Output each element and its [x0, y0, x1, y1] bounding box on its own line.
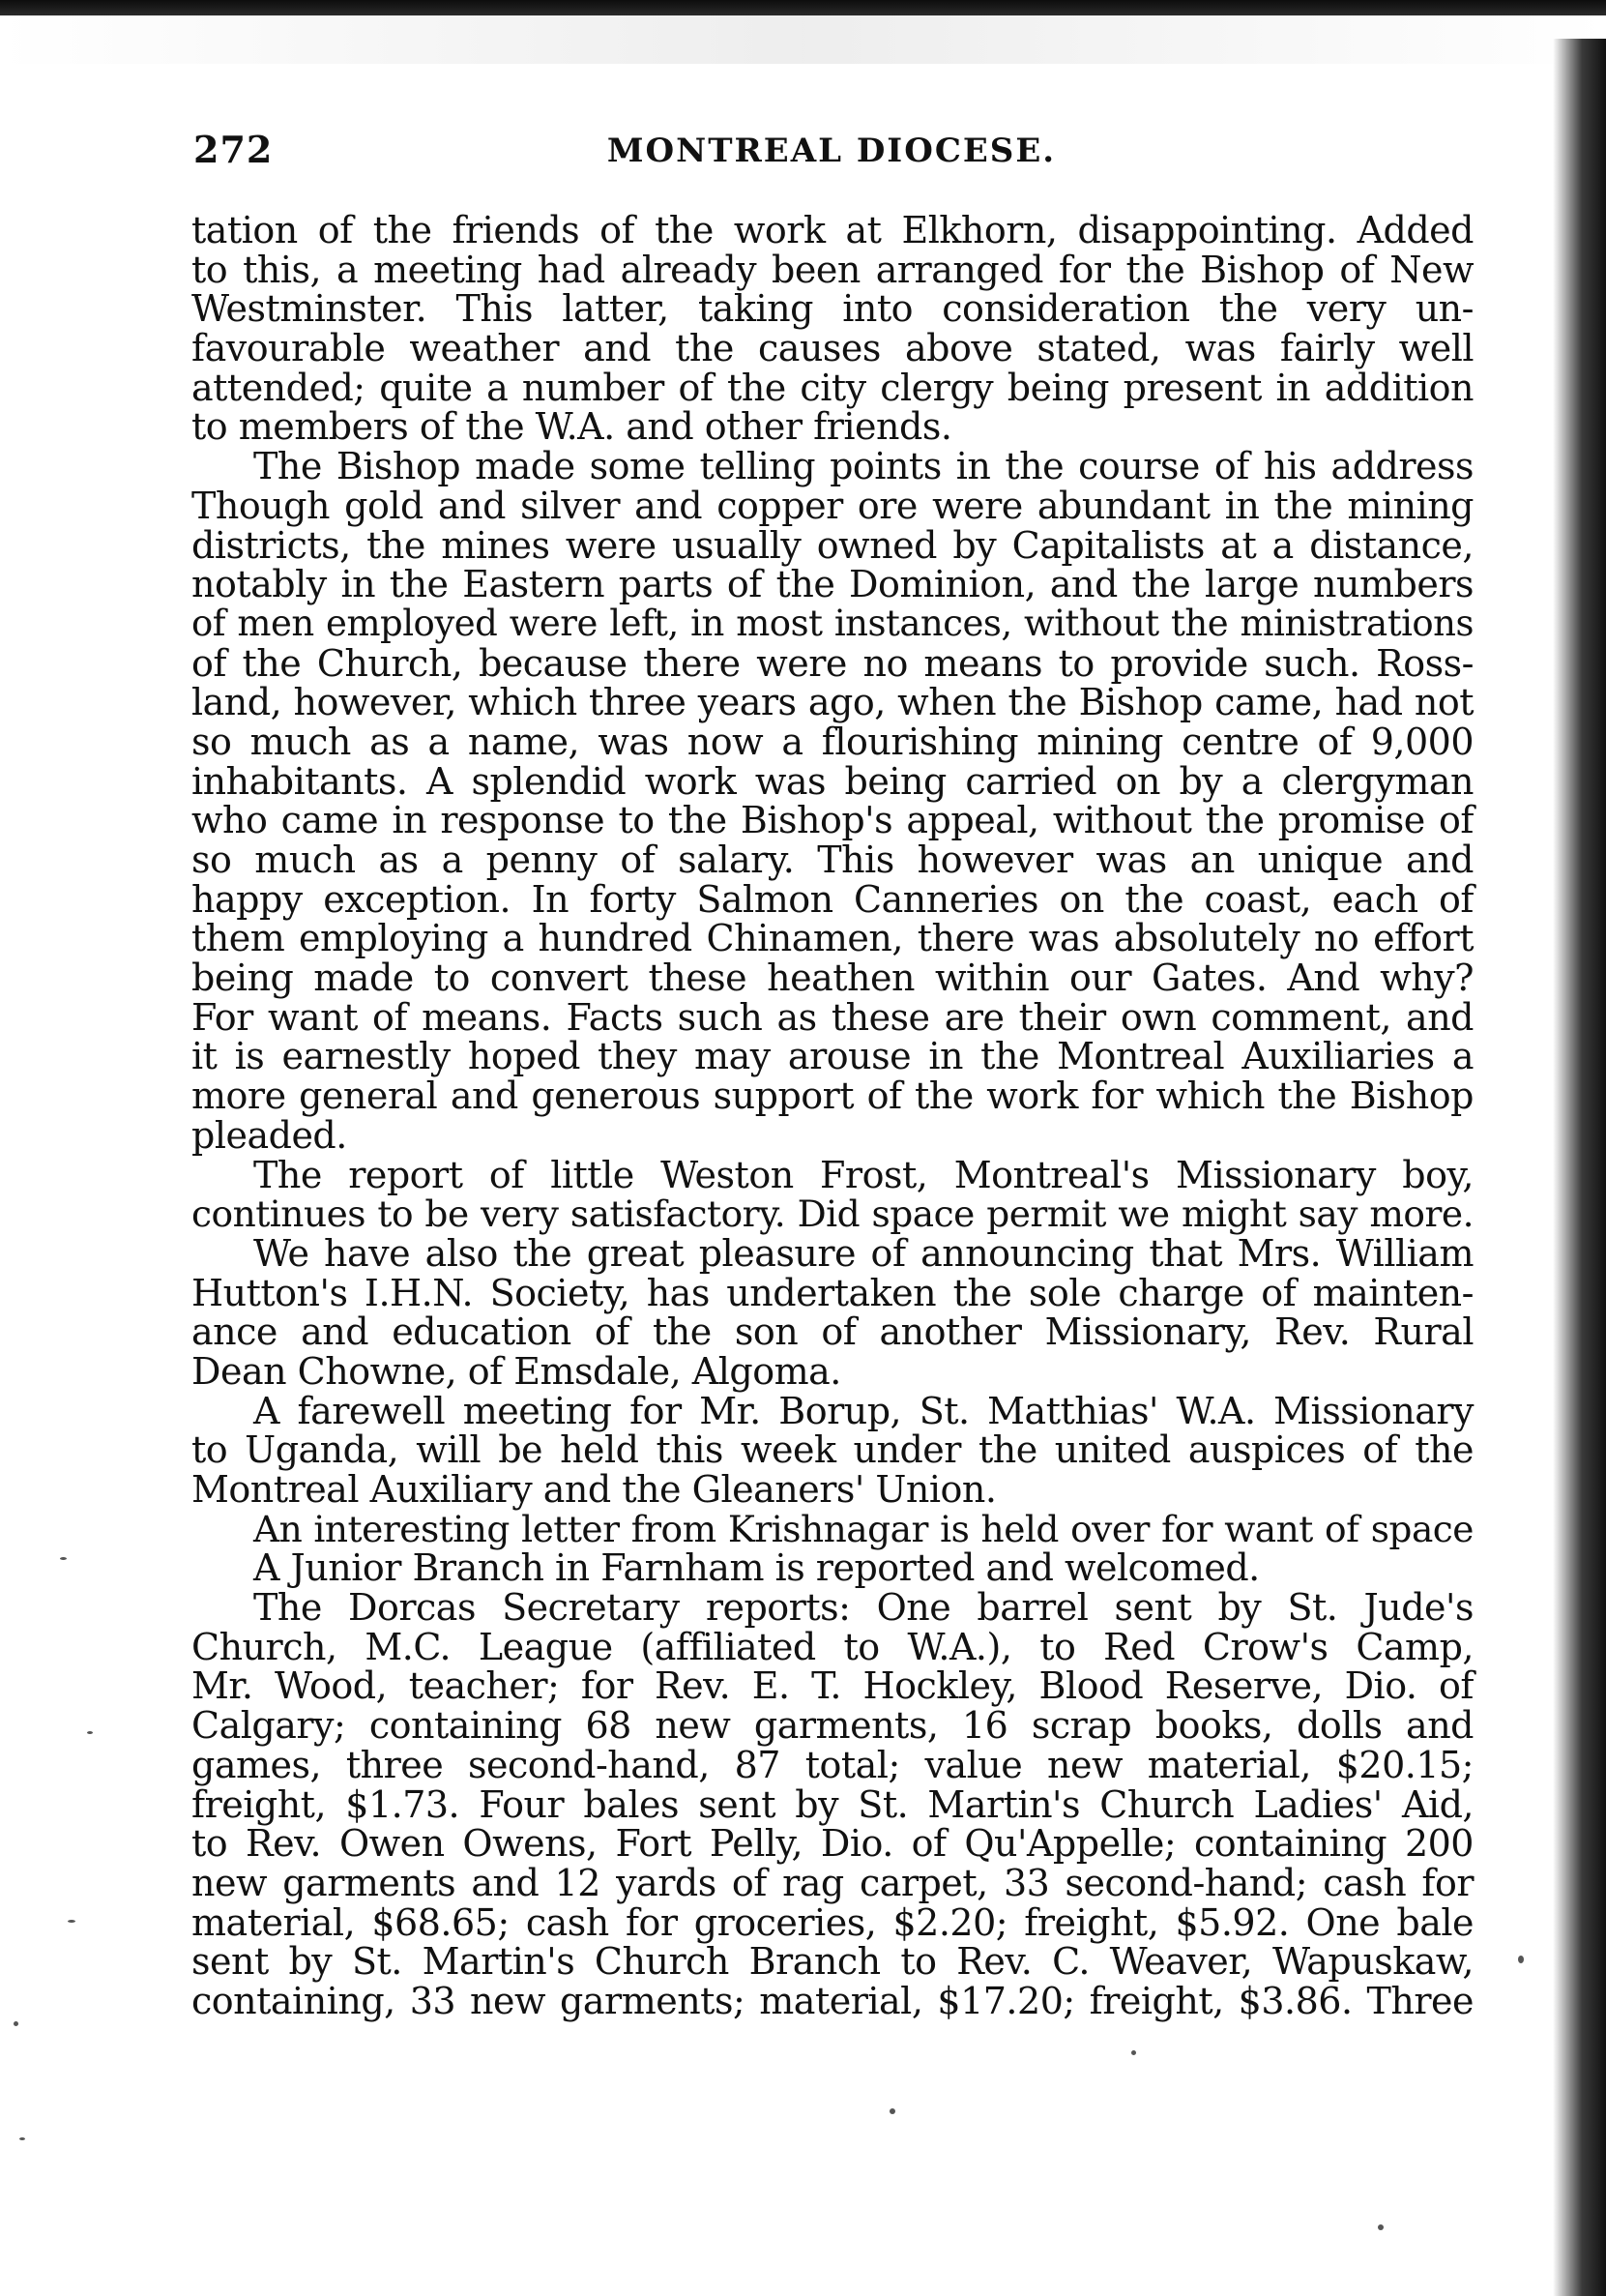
text-line: A farewell meeting for Mr. Borup, St. Matthias' W.A. Missionary: [253, 1389, 1474, 1432]
text-line: more general and generous support of the work for which the Bishop: [191, 1074, 1474, 1118]
text-line: material, $68.65; cash for groceries, $2.20; freight, $5.92. One bale: [191, 1900, 1474, 1944]
text-line: freight, $1.73. Four bales sent by St. Martin's Church Ladies' Aid,: [191, 1782, 1474, 1826]
text-line: so much as a name, was now a flourishing mining centre of 9,000: [191, 720, 1474, 763]
text-line: Dean Chowne, of Emsdale, Algoma.: [191, 1349, 841, 1393]
text-line: tation of the friends of the work at Elkhorn, disappointing. Added: [191, 209, 1474, 251]
text-line: districts, the mines were usually owned by Capitalists at a distance,: [191, 523, 1474, 567]
text-line: Though gold and silver and copper ore were abundant in the mining: [191, 484, 1474, 527]
text-line: Montreal Auxiliary and the Gleaners' Union.: [191, 1468, 997, 1511]
scan-speck: [1518, 1956, 1524, 1963]
text-line: to members of the W.A. and other friends.: [191, 405, 952, 449]
scan-speck: [14, 2021, 18, 2026]
text-line: to this, a meeting had already been arranged for the Bishop of New: [191, 248, 1474, 291]
text-line: Calgary; containing 68 new garments, 16 scrap books, dolls and: [191, 1704, 1474, 1748]
text-line: who came in response to the Bishop's appeal, without the promise of: [191, 799, 1474, 842]
scan-speck: [60, 1557, 67, 1560]
text-line: Mr. Wood, teacher; for Rev. E. T. Hockley, Blood Reserve, Dio. of: [191, 1664, 1474, 1708]
text-line: being made to convert these heathen within our Gates. And why?: [191, 957, 1474, 1000]
scan-speck: [68, 1920, 75, 1923]
text-line: An interesting letter from Krishnagar is held over for want of space: [253, 1507, 1474, 1550]
text-line: of the Church, because there were no means to provide such. Ross-: [191, 641, 1474, 685]
text-line: games, three second-hand, 87 total; value new material, $20.15;: [191, 1743, 1474, 1786]
text-line: ance and education of the son of another Missionary, Rev. Rural: [191, 1310, 1474, 1354]
scan-speck: [1131, 2050, 1136, 2055]
text-line: The Bishop made some telling points in the course of his address: [253, 445, 1474, 488]
text-line: sent by St. Martin's Church Branch to Rev. C. Weaver, Wapuskaw,: [191, 1940, 1474, 1984]
text-line: For want of means. Facts such as these are their own comment, and: [191, 995, 1474, 1039]
text-line: it is earnestly hoped they may arouse in the Montreal Auxiliaries a: [191, 1035, 1474, 1078]
text-line: We have also the great pleasure of announcing that Mrs. William: [253, 1231, 1474, 1275]
text-line: them employing a hundred Chinamen, there was absolutely no effort: [191, 917, 1474, 960]
text-line: land, however, which three years ago, when the Bishop came, had not: [191, 681, 1474, 724]
text-line: to Uganda, will be held this week under the united auspices of the: [191, 1428, 1474, 1472]
text-line: favourable weather and the causes above stated, was fairly well: [191, 327, 1474, 370]
text-line: continues to be very satisfactory. Did space permit we might say more.: [191, 1192, 1474, 1236]
scan-speck: [87, 1731, 93, 1734]
text-line: new garments and 12 yards of rag carpet, 33 second-hand; cash for: [191, 1861, 1474, 1904]
text-line: so much as a penny of salary. This however was an unique and: [191, 839, 1474, 881]
scan-speck: [1378, 2224, 1384, 2230]
page-number: 272: [193, 128, 274, 171]
body-text: [191, 211, 1474, 2021]
scan-speck: [890, 2108, 895, 2114]
text-line: Church, M.C. League (affiliated to W.A.), to Red Crow's Camp,: [191, 1625, 1474, 1668]
text-line: containing, 33 new garments; material, $17.20; freight, $3.86. Three: [191, 1979, 1474, 2022]
text-line: notably in the Eastern parts of the Dominion, and the large numbers: [191, 563, 1474, 606]
text-line: pleaded.: [191, 1113, 347, 1157]
text-line: The report of little Weston Frost, Montreal's Missionary boy,: [253, 1153, 1474, 1196]
scan-right-edge: [1553, 39, 1606, 2296]
text-line: The Dorcas Secretary reports: One barrel sent by St. Jude's: [253, 1586, 1474, 1630]
text-line: attended; quite a number of the city clergy being present in addition: [191, 366, 1474, 409]
text-line: inhabitants. A splendid work was being carried on by a clergyman: [191, 759, 1474, 803]
text-line: Hutton's I.H.N. Society, has undertaken the sole charge of mainten-: [191, 1271, 1474, 1314]
page-header: [193, 128, 1470, 182]
scan-top-shadow: [0, 15, 1606, 64]
text-line: of men employed were left, in most instances, without the ministrations: [191, 602, 1474, 644]
text-line: happy exception. In forty Salmon Canneries on the coast, each of: [191, 877, 1474, 921]
text-line: to Rev. Owen Owens, Fort Pelly, Dio. of Qu'Appelle; containing 200: [191, 1822, 1474, 1866]
scan-speck: [19, 2137, 25, 2140]
text-line: A Junior Branch in Farnham is reported and welcomed.: [253, 1546, 1260, 1590]
running-head: MONTREAL DIOCESE.: [606, 132, 1057, 170]
scan-top-edge: [0, 0, 1606, 15]
text-line: Westminster. This latter, taking into consideration the very un-: [191, 287, 1474, 331]
